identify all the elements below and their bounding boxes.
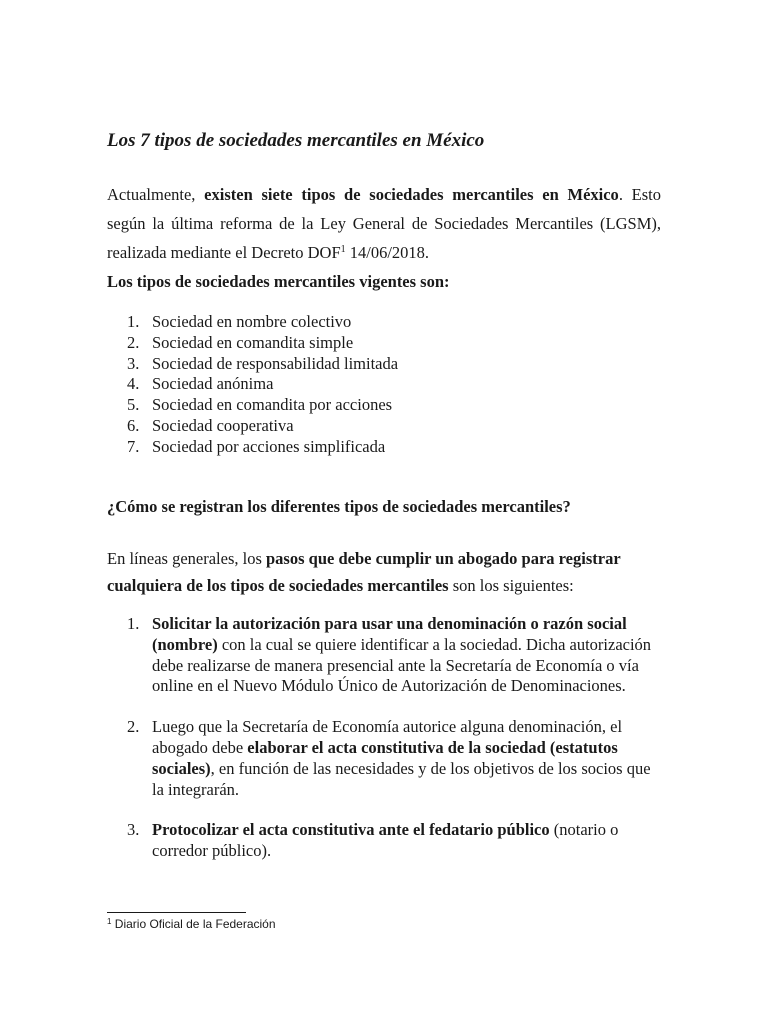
register-heading: ¿Cómo se registran los diferentes tipos de sociedades mercantiles? [107, 497, 571, 516]
list-item-label: Sociedad anónima [152, 374, 274, 394]
footnote-divider [107, 912, 246, 913]
steps-intro-text-2: son los siguientes: [448, 576, 574, 595]
intro-text-2: . Esto según la última reforma de la Ley General de Sociedades Mercantiles (LGSM), realizada mediante el Decreto DOF [107, 185, 662, 262]
types-list [107, 312, 398, 458]
intro-text-3: 14/06/2018. [345, 243, 430, 262]
list-item-label: Sociedad de responsabilidad limitada [152, 353, 399, 373]
step-bold-text: Protocolizar el acta constitutiva ante el fedatario público [152, 820, 550, 840]
steps-intro-text-1: En líneas generales, los [107, 549, 266, 568]
list-number: 1. [127, 312, 140, 331]
step-bold-text: Solicitar la autorización para usar una denominación o razón social (nombre) [152, 614, 627, 654]
step-number: 3. [127, 820, 140, 840]
step-item [107, 820, 663, 862]
list-item [107, 395, 398, 416]
footnote-text: Diario Oficial de la Federación [111, 917, 276, 931]
list-number: 3. [127, 353, 140, 373]
step-text: con la cual se quiere identificar a la sociedad. Dicha autorización debe realizarse de manera presencial ante la Secretaría de Economía o vía online en el Nuevo Módulo Único de Autorización de Denominaciones. [152, 634, 652, 696]
list-item-label: Sociedad en nombre colectivo [152, 312, 352, 331]
list-item [107, 374, 398, 395]
step-item [107, 717, 663, 800]
list-item [107, 437, 398, 458]
step-bold-text: elaborar el acta constitutiva de la sociedad (estatutos sociales) [152, 737, 618, 778]
step-text: , en función de las necesidades y de los objetivos de los socios que la integrarán. [152, 758, 651, 799]
list-item-label: Sociedad en comandita por acciones [152, 395, 393, 415]
list-item [107, 416, 398, 437]
footnote [107, 917, 276, 931]
step-text: (notario o corredor público). [152, 820, 619, 861]
step-item [107, 614, 663, 697]
list-item-label: Sociedad por acciones simplificada [152, 436, 386, 456]
document-title: Los 7 tipos de sociedades mercantiles en México [107, 130, 485, 151]
list-item-label: Sociedad cooperativa [152, 415, 294, 435]
list-number: 7. [127, 436, 140, 456]
footnote-mark: 1 [107, 917, 112, 926]
step-pre-text: Luego que la Secretaría de Economía autorice alguna denominación, el abogado debe [152, 717, 623, 757]
intro-bold-text: existen siete tipos de sociedades mercantiles en México [204, 185, 619, 204]
list-number: 2. [127, 332, 140, 352]
footnote-reference: 1 [340, 244, 346, 255]
list-item [107, 354, 398, 375]
list-item [107, 312, 398, 333]
list-number: 4. [127, 374, 140, 394]
intro-paragraph [107, 180, 661, 267]
list-number: 5. [127, 395, 140, 415]
list-item [107, 333, 398, 354]
steps-list [107, 614, 663, 882]
steps-intro-bold-text: pasos que debe cumplir un abogado para registrar cualquiera de los tipos de sociedades mercantiles [107, 549, 621, 595]
intro-text-1: Actualmente, [107, 185, 205, 204]
list-number: 6. [127, 415, 140, 435]
list-item-label: Sociedad en comandita simple [152, 332, 354, 352]
step-number: 2. [127, 717, 140, 737]
step-number: 1. [127, 614, 140, 633]
types-heading: Los tipos de sociedades mercantiles vigentes son: [107, 272, 450, 291]
steps-intro-paragraph [107, 545, 667, 599]
